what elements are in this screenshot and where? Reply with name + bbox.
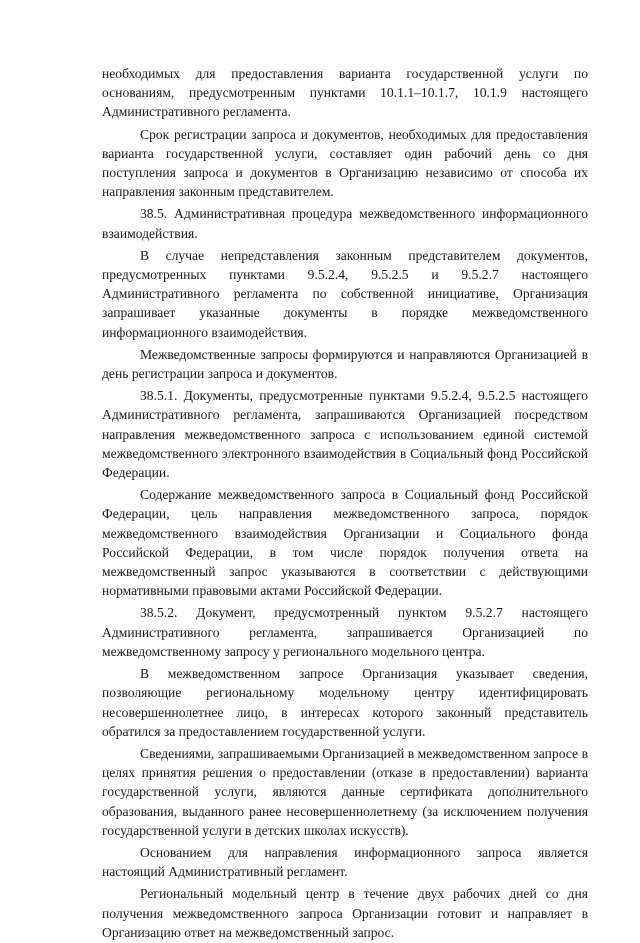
paragraph-6: 38.5.1. Документы, предусмотренные пунктами 9.5.2.4, 9.5.2.5 настоящего Административного регламента, запрашиваются Организацией посредством направления межведомственного запроса с использованием единой системой межведомственного электронного взаимодействия в Социальный фонд Российской Федерации.: [102, 388, 588, 481]
paragraph-9: В межведомственном запросе Организация указывает сведения, позволяющие региональному модельному центру идентифицировать несовершеннолетнее лицо, в интересах которого законный представитель обратился за предоставлением государственной услуги.: [102, 666, 588, 739]
document-page: [102, 64, 588, 943]
paragraph-8: 38.5.2. Документ, предусмотренный пунктом 9.5.2.7 настоящего Административного регламента, запрашивается Организацией по межведомственному запросу у регионального модельного центра.: [102, 605, 588, 659]
paragraph-12: Региональный модельный центр в течение двух рабочих дней со дня получения межведомственного запроса Организации готовит и направляет в Организацию ответ на межведомственный запрос.: [102, 886, 588, 940]
paragraph-11: Основанием для направления информационного запроса является настоящий Административный регламент.: [102, 844, 588, 880]
paragraph-5: Межведомственные запросы формируются и направляются Организацией в день регистрации запроса и документов.: [102, 346, 588, 382]
paragraph-7: Содержание межведомственного запроса в Социальный фонд Российской Федерации, цель направления межведомственного запроса, порядок межведомственного взаимодействия Организации и Социального фонда Российской Федерации, в том числе порядок получения ответа на межведомственный запрос указываются в соответствии с действующими нормативными правовыми актами Российской Федерации.: [102, 487, 588, 599]
paragraph-4: В случае непредставления законным представителем документов, предусмотренных пунктами 9.5.2.4, 9.5.2.5 и 9.5.2.7 настоящего Административного регламента по собственной инициативе, Организация запрашивает указанные документы в порядке межведомственного информационного взаимодействия.: [102, 247, 588, 340]
paragraph-1: необходимых для предоставления варианта государственной услуги по основаниям, предусмотренным пунктами 10.1.1–10.1.7, 10.1.9 настоящего Административного регламента.: [102, 66, 588, 120]
paragraph-3-heading: 38.5. Административная процедура межведомственного информационного взаимодействия.: [102, 206, 588, 241]
paragraph-10: Сведениями, запрашиваемыми Организацией в межведомственном запросе в целях принятия решения о предоставлении (отказе в предоставлении) варианта государственной услуги, являются данные сертификата дополнительного образования, выданного ранее несовершеннолетнему (за исключением получения государственной услуги в детских школах искусств).: [102, 745, 588, 838]
paragraph-2: Срок регистрации запроса и документов, необходимых для предоставления варианта государственной услуги, составляет один рабочий день со дня поступления запроса и документов в Организацию независимо от способа их направления законным представителем.: [102, 126, 588, 200]
